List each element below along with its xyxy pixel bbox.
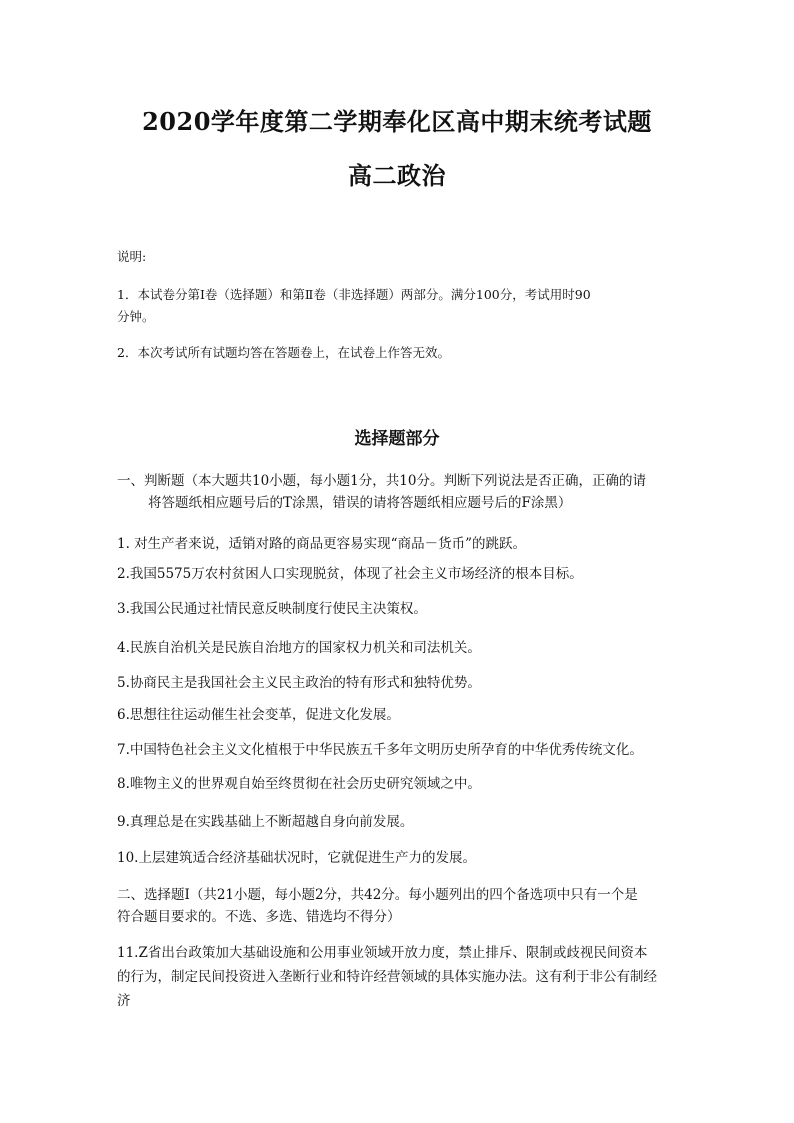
question-7: 7.中国特色社会主义文化植根于中华民族五千多年文明历史所孕育的中华优秀传统文化。 [117, 742, 643, 758]
question-2: 2.我国5575万农村贫困人口实现脱贫，体现了社会主义市场经济的根本目标。 [117, 566, 583, 582]
part2-instruction-line-1: 二、选择题Ⅰ（共21小题，每小题2分，共42分。每小题列出的四个备选项中只有一个是 [117, 887, 638, 903]
question-8: 8.唯物主义的世界观自始至终贯彻在社会历史研究领域之中。 [117, 776, 481, 792]
note-1-line-1: 1．本试卷分第Ⅰ卷（选择题）和第Ⅱ卷（非选择题）两部分。满分100分，考试用时90 [117, 287, 591, 302]
question-3: 3.我国公民通过社情民意反映制度行使民主决策权。 [117, 601, 427, 617]
exam-subject: 高二政治 [348, 161, 446, 190]
question-1: 1. 对生产者来说，适销对路的商品更容易实现“商品－货币”的跳跃。 [117, 536, 526, 552]
question-11-line-3: 济 [117, 993, 131, 1009]
question-11-line-1: 11.Z省出台政策加大基础设施和公用事业领域开放力度，禁止排斥、限制或歧视民间资本 [117, 945, 648, 961]
question-4: 4.民族自治机关是民族自治地方的国家权力机关和司法机关。 [117, 640, 481, 656]
question-11-line-2: 的行为，制定民间投资进入垄断行业和特许经营领域的具体实施办法。这有利于非公有制经 [117, 969, 657, 985]
part1-instruction-line-2: 将答题纸相应题号后的T涂黑，错误的请将答题纸相应题号后的F涂黑） [148, 495, 572, 511]
question-6: 6.思想往往运动催生社会变革，促进文化发展。 [117, 707, 400, 723]
part2-instruction-line-2: 符合题目要求的。不选、多选、错选均不得分） [117, 909, 401, 925]
note-1-line-2: 分钟。 [117, 309, 155, 324]
part1-instruction-line-1: 一、判断题（本大题共10小题，每小题1分，共10分。判断下列说法是否正确，正确的请 [117, 473, 646, 489]
note-2: 2．本次考试所有试题均答在答题卷上，在试卷上作答无效。 [117, 345, 450, 360]
question-5: 5.协商民主是我国社会主义民主政治的特有形式和独特优势。 [117, 675, 481, 691]
section-title: 选择题部分 [354, 429, 440, 449]
question-10: 10.上层建筑适合经济基础状况时，它就促进生产力的发展。 [117, 850, 476, 866]
notes-label: 说明: [117, 249, 147, 264]
exam-title: 2020学年度第二学期奉化区高中期末统考试题 [142, 107, 652, 136]
question-9: 9.真理总是在实践基础上不断超越自身向前发展。 [117, 814, 414, 830]
